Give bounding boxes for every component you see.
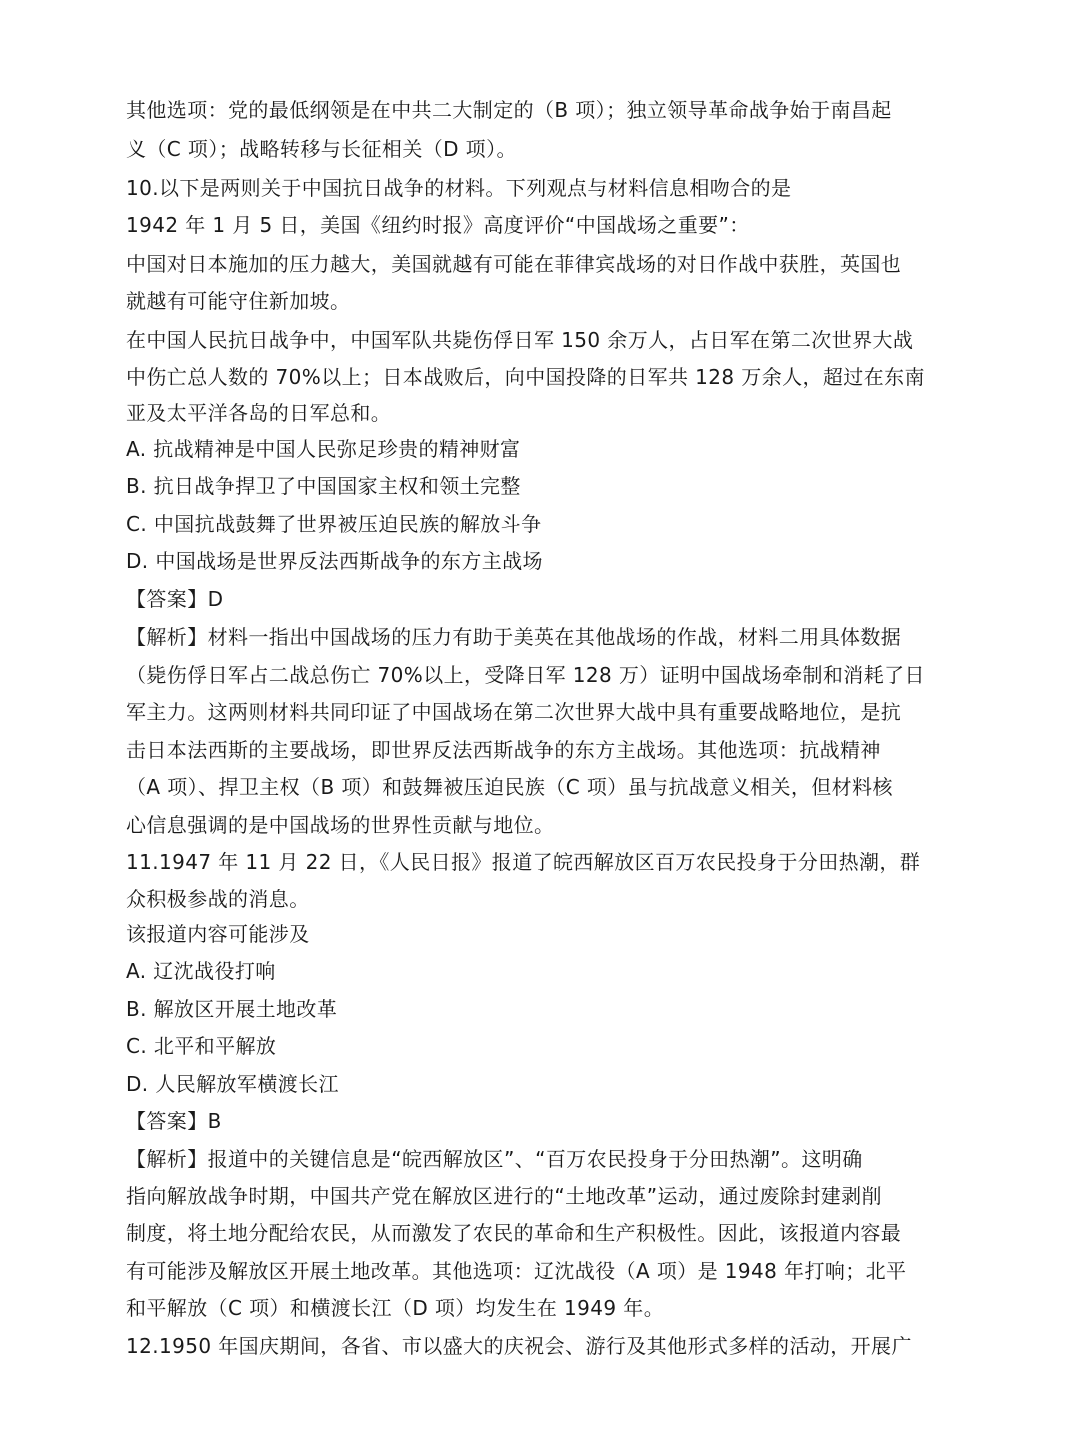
text-line: 其他选项：党的最低纲领是在中共二大制定的（B 项）；独立领导革命战争始于南昌起 xyxy=(126,98,892,122)
text-line: 亚及太平洋各岛的日军总和。 xyxy=(126,401,392,425)
analysis-text: （A 项）、捍卫主权（B 项）和鼓舞被压迫民族（C 项）虽与抗战意义相关，但材料核 xyxy=(126,775,893,799)
analysis-text: 制度，将土地分配给农民，从而激发了农民的革命和生产积极性。因此，该报道内容最 xyxy=(126,1221,902,1245)
analysis-text: 指向解放战争时期，中国共产党在解放区进行的“土地改革”运动，通过废除封建剥削 xyxy=(126,1184,882,1208)
option-b: B. 解放区开展土地改革 xyxy=(126,997,338,1021)
option-b: B. 抗日战争捍卫了中国国家主权和领土完整 xyxy=(126,474,521,498)
analysis-text: 【解析】报道中的关键信息是“皖西解放区”、“百万农民投身于分田热潮”。这明确 xyxy=(126,1147,863,1171)
analysis-text: 和平解放（C 项）和横渡长江（D 项）均发生在 1949 年。 xyxy=(126,1296,665,1320)
text-line: 义（C 项）；战略转移与长征相关（D 项）。 xyxy=(126,137,517,161)
question-11-stem: 11.1947 年 11 月 22 日，《人民日报》报道了皖西解放区百万农民投身于分田热潮，群 xyxy=(126,850,921,874)
option-a: A. 辽沈战役打响 xyxy=(126,959,276,983)
question-10-stem: 10.以下是两则关于中国抗日战争的材料。下列观点与材料信息相吻合的是 xyxy=(126,176,792,200)
analysis-text: 心信息强调的是中国战场的世界性贡献与地位。 xyxy=(126,813,555,837)
analysis-text: 有可能涉及解放区开展土地改革。其他选项：辽沈战役（A 项）是 1948 年打响；北平 xyxy=(126,1259,907,1283)
text-line: 中伤亡总人数的 70%以上；日本战败后，向中国投降的日军共 128 万余人，超过在东南 xyxy=(126,365,925,389)
text-line: 在中国人民抗日战争中，中国军队共毙伤俘日军 150 余万人，占日军在第二次世界大战 xyxy=(126,328,914,352)
option-a: A. 抗战精神是中国人民弥足珍贵的精神财富 xyxy=(126,437,521,461)
option-d: D. 人民解放军横渡长江 xyxy=(126,1072,339,1096)
material-1-source: 1942 年 1 月 5 日，美国《纽约时报》高度评价“中国战场之重要”： xyxy=(126,213,750,237)
analysis-text: （毙伤俘日军占二战总伤亡 70%以上，受降日军 128 万）证明中国战场牵制和消耗了日 xyxy=(126,663,925,687)
question-12-stem: 12.1950 年国庆期间，各省、市以盛大的庆祝会、游行及其他形式多样的活动，开展广 xyxy=(126,1334,912,1358)
answer-label: 【答案】D xyxy=(126,587,224,611)
text-line: 就越有可能守住新加坡。 xyxy=(126,289,351,313)
analysis-text: 击日本法西斯的主要战场，即世界反法西斯战争的东方主战场。其他选项：抗战精神 xyxy=(126,738,881,762)
text-line: 众积极参战的消息。 xyxy=(126,887,310,911)
analysis-text: 军主力。这两则材料共同印证了中国战场在第二次世界大战中具有重要战略地位，是抗 xyxy=(126,700,902,724)
option-d: D. 中国战场是世界反法西斯战争的东方主战场 xyxy=(126,549,543,573)
text-line: 该报道内容可能涉及 xyxy=(126,922,310,946)
answer-label: 【答案】B xyxy=(126,1109,222,1133)
text-line: 中国对日本施加的压力越大，美国就越有可能在菲律宾战场的对日作战中获胜，英国也 xyxy=(126,252,902,276)
option-c: C. 中国抗战鼓舞了世界被压迫民族的解放斗争 xyxy=(126,512,542,536)
option-c: C. 北平和平解放 xyxy=(126,1034,277,1058)
analysis-text: 【解析】材料一指出中国战场的压力有助于美英在其他战场的作战，材料二用具体数据 xyxy=(126,625,902,649)
